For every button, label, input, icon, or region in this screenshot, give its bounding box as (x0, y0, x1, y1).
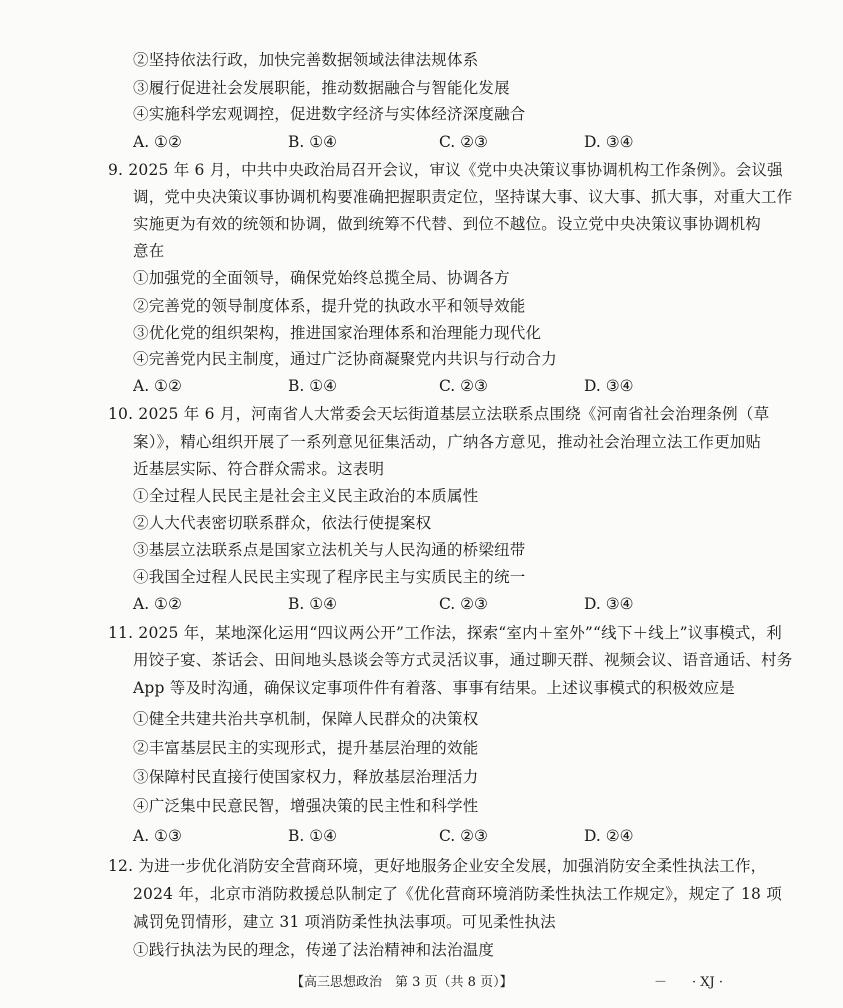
footer-dash: － (654, 975, 668, 990)
q9-stem-line-4: 意在 (133, 242, 165, 260)
q10-choice-a: A. ①② (133, 595, 182, 613)
q11-choice-c: C. ②③ (439, 827, 488, 845)
q8-option-2: ②坚持依法行政，加快完善数据领域法律法规体系 (133, 51, 479, 69)
q12-option-1: ①践行执法为民的理念，传递了法治精神和法治温度 (133, 941, 495, 959)
q9-choice-d: D. ③④ (584, 377, 634, 395)
q9-option-4: ④完善党内民主制度，通过广泛协商凝聚党内共识与行动合力 (133, 350, 557, 368)
q9-stem-line-2: 调，党中央决策议事协调机构要准确把握职责定位，坚持谋大事、议大事、抓大事，对重大工作 (133, 188, 793, 206)
q10-option-1: ①全过程人民民主是社会主义民主政治的本质属性 (133, 487, 479, 505)
q10-option-3: ③基层立法联系点是国家立法机关与人民沟通的桥梁纽带 (133, 541, 526, 559)
q10-stem-line-3: 近基层实际、符合群众需求。这表明 (133, 460, 385, 478)
q11-option-4: ④广泛集中民意民智，增强决策的民主性和科学性 (133, 797, 479, 815)
q10-stem-line-1: 10. 2025 年 6 月，河南省人大常委会天坛街道基层立法联系点围绕《河南省社会治理条例（草 (108, 405, 770, 423)
q11-option-3: ③保障村民直接行使国家权力，释放基层治理活力 (133, 768, 479, 786)
q9-stem-line-1: 9. 2025 年 6 月，中共中央政治局召开会议，审议《党中央决策议事协调机构工作条例》。会议强 (108, 161, 783, 179)
q8-option-3: ③履行促进社会发展职能，推动数据融合与智能化发展 (133, 79, 510, 97)
q9-choice-c: C. ②③ (439, 377, 488, 395)
q10-choice-d: D. ③④ (584, 595, 634, 613)
q12-stem-line-3: 减罚免罚情形，建立 31 项消防柔性执法事项。可见柔性执法 (133, 913, 556, 931)
q9-choice-b: B. ①④ (288, 377, 338, 395)
q11-option-1: ①健全共建共治共享机制，保障人民群众的决策权 (133, 710, 479, 728)
footer-code: · XJ · (692, 975, 723, 990)
q8-choice-c: C. ②③ (439, 133, 488, 151)
q10-option-2: ②人大代表密切联系群众，依法行使提案权 (133, 514, 432, 532)
q11-stem-line-1: 11. 2025 年，某地深化运用“四议两公开”工作法，探索“室内＋室外”“线下＋线上”议事模式，利 (108, 624, 782, 642)
q9-option-2: ②完善党的领导制度体系，提升党的执政水平和领导效能 (133, 297, 526, 315)
q12-stem-line-2: 2024 年，北京市消防救援总队制定了《优化营商环境消防柔性执法工作规定》，规定了 18 项 (133, 885, 782, 903)
q9-stem-line-3: 实施更为有效的统领和协调，做到统筹不代替、到位不越位。设立党中央决策议事协调机构 (133, 215, 762, 233)
q8-choice-d: D. ③④ (584, 133, 634, 151)
q8-choice-a: A. ①② (133, 133, 182, 151)
q11-stem-line-2: 用饺子宴、茶话会、田间地头恳谈会等方式灵活议事，通过聊天群、视频会议、语音通话、村务 (133, 651, 793, 669)
q9-choice-a: A. ①② (133, 377, 182, 395)
q11-choice-d: D. ②④ (584, 827, 634, 845)
q11-choice-a: A. ①③ (133, 827, 182, 845)
q10-choice-c: C. ②③ (439, 595, 488, 613)
q11-option-2: ②丰富基层民主的实现形式，提升基层治理的效能 (133, 739, 479, 757)
q8-option-4: ④实施科学宏观调控，促进数字经济与实体经济深度融合 (133, 105, 526, 123)
q9-option-3: ③优化党的组织架构，推进国家治理体系和治理能力现代化 (133, 324, 542, 342)
q12-stem-line-1: 12. 为进一步优化消防安全营商环境，更好地服务企业安全发展，加强消防安全柔性执法工作， (108, 857, 767, 875)
q9-option-1: ①加强党的全面领导，确保党始终总揽全局、协调各方 (133, 269, 510, 287)
q11-choice-b: B. ①④ (288, 827, 338, 845)
q10-option-4: ④我国全过程人民民主实现了程序民主与实质民主的统一 (133, 568, 526, 586)
q8-choice-b: B. ①④ (288, 133, 338, 151)
q11-stem-line-3: App 等及时沟通，确保议定事项件件有着落、事事有结果。上述议事模式的积极效应是 (133, 679, 735, 697)
footer-page-info: 【高三思想政治 第 3 页（共 8 页）】 (291, 975, 513, 990)
q10-stem-line-2: 案）》，精心组织开展了一系列意见征集活动，广纳各方意见，推动社会治理立法工作更加贴 (133, 433, 762, 451)
q10-choice-b: B. ①④ (288, 595, 338, 613)
